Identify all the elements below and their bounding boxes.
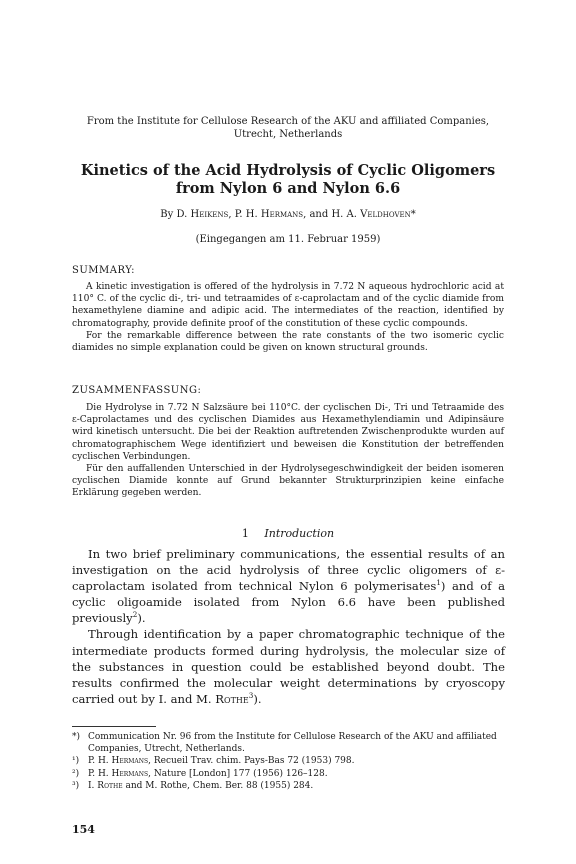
authors <box>60 209 516 220</box>
summary-heading: SUMMARY: <box>72 265 135 276</box>
author-2: Hermans <box>260 209 304 220</box>
footnote-text-pre: P. H. <box>88 756 109 767</box>
footnote-text-pre: Communication Nr. 96 from the Institute for Cellulose Research of the AKU and affiliated Companies, Utrecht, Netherlands. <box>88 732 497 755</box>
footnote-mark: ³) <box>72 780 80 791</box>
footnote-author: Hermans <box>111 756 149 767</box>
footnote-mark: *) <box>72 732 81 742</box>
intro-p1-text-a: In two brief preliminary communications, the essential results of an investigation on the acid hydrolysis of three cyclic oligomers of ε-caprolactam isolated from technical Nylon 6 polymerisates <box>72 547 505 594</box>
zusammenfassung-paragraph-1: Die Hydrolyse in 7.72 N Salzsäure bei 110°C. der cyclischen Di-, Tri und Tetraamide des ε-Caprolactames und des cyclischen Diamides aus Hexamethylendiamin und Adipinsäure wird kinetisch untersucht. Die bei der Reaktion auftretenden Zwischenprodukte wurden auf chromatographischem Wege identifiziert und beweisen die Konstitution der betreffenden cyclischen Verbindungen. <box>72 403 504 462</box>
footnote-mark: ²) <box>72 768 80 779</box>
intro-p1-text-c: ). <box>137 611 146 626</box>
intro-p2-text-a: Through identification by a paper chromatographic technique of the intermediate products formed during hydrolysis, the molecular size of the substances in question could be established beyond doubt. The results confirmed the molecular weight determinations by cryoscopy carried out by I. and M. <box>72 627 505 706</box>
zusammenfassung-body <box>72 402 504 500</box>
affiliation <box>70 115 506 141</box>
affiliation-line-1: From the Institute for Cellulose Research of the AKU and affiliated Companies, <box>86 116 490 127</box>
summary-paragraph-1: A kinetic investigation is offered of the hydrolysis in 7.72 N aqueous hydrochloric acid at 110° C. of the cyclic di-, tri- und tetraamides of ε-caprolactam and of the cyclic diamide from hexamethylene diamine and adipic acid. The intermediates of the reaction, identified by chromatography, provide definite proof of the constitution of these cyclic compounds. <box>72 282 504 329</box>
section-title: Introduction <box>264 527 335 540</box>
paper-title <box>60 162 516 198</box>
author-3: Veldhoven <box>360 209 411 220</box>
authors-sep-2: , and H. A. <box>303 209 357 220</box>
zusammenfassung-heading: ZUSAMMENFASSUNG: <box>72 385 202 396</box>
footnote <box>72 755 504 767</box>
page-number: 154 <box>72 823 95 836</box>
citation-ref-2: 2 <box>132 610 138 620</box>
footnote-author: Rothe <box>97 780 123 791</box>
footnote <box>72 780 504 792</box>
affiliation-line-2: Utrecht, Netherlands <box>233 129 343 140</box>
citation-ref-3: 3 <box>248 690 254 700</box>
author-1: Heikens <box>190 209 229 220</box>
intro-p1-text-b: ) and of a cyclic oligoamide isolated from Nylon 6.6 have been published previously <box>72 579 505 626</box>
footnote-divider <box>72 726 156 727</box>
citation-ref-1: 1 <box>436 578 441 588</box>
summary-paragraph-2: For the remarkable difference between the rate constants of the two isomeric cyclic diamides no simple explanation could be given on known structural grounds. <box>72 330 504 354</box>
author-footnote-mark: * <box>410 209 416 220</box>
introduction-paragraph-1 <box>72 546 505 626</box>
footnotes <box>72 731 504 792</box>
authors-sep-1: , P. H. <box>228 209 258 220</box>
introduction-paragraph-2 <box>72 626 505 706</box>
footnote-author: Hermans <box>111 768 149 779</box>
footnote-text <box>88 768 504 780</box>
footnote-text <box>88 780 504 792</box>
footnote-text <box>88 731 504 755</box>
footnote <box>72 731 504 755</box>
footnote-text <box>88 755 504 767</box>
title-line-2: from Nylon 6 and Nylon 6.6 <box>175 180 401 197</box>
zusammenfassung-paragraph-2: Für den auffallenden Unterschied in der Hydrolysegeschwindigkeit der beiden isomeren cyclischen Diamide konnte auf Grund bekannter Strukturprinzipien keine einfache Erklärung gegeben werden. <box>72 464 504 499</box>
introduction-heading <box>72 527 504 540</box>
title-line-1: Kinetics of the Acid Hydrolysis of Cyclic Oligomers <box>80 162 496 179</box>
section-number: 1 <box>241 527 249 540</box>
footnote <box>72 768 504 780</box>
authors-by: By D. <box>160 209 188 220</box>
footnote-text-pre: I. <box>88 780 95 791</box>
intro-p2-text-end: ). <box>253 691 262 706</box>
introduction-body <box>72 546 505 707</box>
footnote-text-post: , Recueil Trav. chim. Pays-Bas 72 (1953) 798. <box>148 756 355 767</box>
received-date: (Eingegangen am 11. Februar 1959) <box>195 234 381 245</box>
summary-body <box>72 281 504 354</box>
footnote-text-post: and M. Rothe, Chem. Ber. 88 (1955) 284. <box>122 780 314 791</box>
footnote-mark: ¹) <box>72 756 80 767</box>
footnote-text-post: , Nature [London] 177 (1956) 126–128. <box>148 768 328 779</box>
intro-p2-author: Rothe <box>215 691 249 706</box>
footnote-text-pre: P. H. <box>88 768 109 779</box>
